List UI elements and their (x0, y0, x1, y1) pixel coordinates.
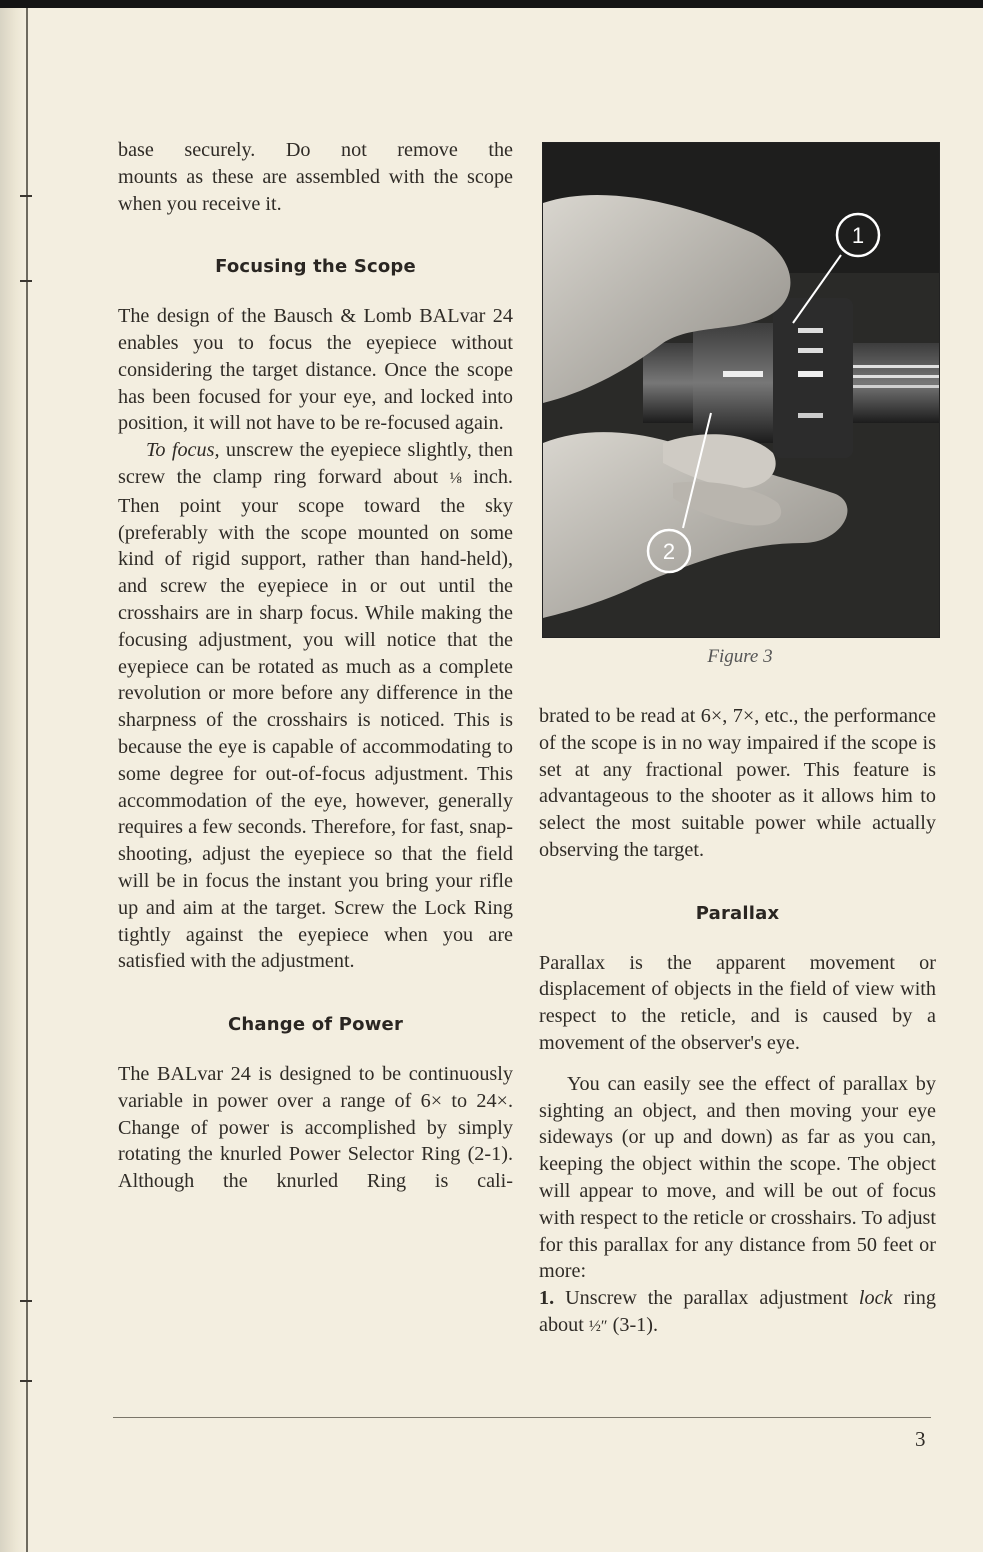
figure-caption: Figure 3 (707, 646, 773, 667)
binding-edge (26, 8, 28, 1552)
to-focus-lead: To focus, (146, 439, 220, 462)
binding-stitch (20, 1300, 32, 1302)
binding-stitch (20, 195, 32, 197)
callout-label-2: 2 (662, 539, 676, 564)
step-number: 1. (539, 1287, 555, 1310)
parallax-paragraph-2: You can easily see the effect of parallax by sighting an object, and then moving your eye sideways (or up and down) as far as you can, keeping the object within the scope. The object will appear to move, and will be out of focus with respect to the reticle or crosshairs. To adjust for this parallax for any distance from 50 feet or more: (539, 1072, 936, 1283)
left-column (118, 137, 513, 1195)
power-paragraph: The BALvar 24 is designed to be continuously variable in power over a range of 6× to 24×. Change of power is accomplished by simply rotating the knurled Power Selector Ring (2-1). Although the knurled Ring is cali- (118, 1062, 513, 1193)
parallax-paragraph-1: Parallax is the apparent movement or displacement of objects in the field of view with respect to the reticle, and is caused by a movement of the observer's eye. (539, 951, 936, 1054)
step-text-a: Unscrew the parallax adjustment (554, 1287, 859, 1310)
intro-paragraph: mounts as these are assembled with the scope when you receive it. (118, 165, 513, 215)
power-continuation: brated to be read at 6×, 7×, etc., the performance of the scope is in no way impaired if the scope is set at any fractional power. This feature is advantageous to the shooter as it allows him to select the most suitable power while actually observing the target. (539, 705, 936, 861)
figure-photo (542, 142, 940, 638)
step-lock-word: lock (858, 1287, 893, 1310)
fraction-eighth: ⅛ (449, 469, 462, 487)
binding-stitch (20, 280, 32, 282)
right-column (539, 703, 936, 1341)
binding-stitch (20, 1380, 32, 1382)
focusing-paragraph-1: The design of the Bausch & Lomb BALvar 24 enables you to focus the eyepiece without considering the target distance. Once the scope has been focused for your eye, and locked into position, it will not have to be re-focused again. (118, 305, 513, 435)
focusing-paragraph-2 (118, 437, 513, 975)
heading-parallax: Parallax (695, 902, 780, 924)
step-text-b: ring about (539, 1287, 936, 1336)
fraction-half: ½″ (588, 1317, 608, 1335)
scope-hands-photo (543, 143, 939, 637)
focusing-text-b: inch. Then point your scope toward the sky (preferably with the scope mounted on some kind of rigid support, rather than hand-held), and screw the eyepiece in or out until the crosshairs are in sharp focus. While making the focusing adjustment, you will notice that the eyepiece can be rotated as much as a complete revolution or more before any difference in the sharpness of the crosshairs is noticed. This is because the eye is capable of accommodating to some degree for out-of-focus adjustment. This accommodation of the eye, however, generally requires a few seconds. Therefore, for fast, snap-shooting, adjust the eyepiece so that the field will be in focus the instant you bring your rifle up and aim at the target. Screw the Lock Ring tightly against the eyepiece when you are satisfied with the adjustment. (118, 465, 513, 973)
page-gutter (0, 8, 26, 1552)
step-text-c: (3-1). (607, 1313, 659, 1336)
callout-label-1: 1 (851, 223, 865, 248)
intro-line: base securely. Do not remove the (118, 139, 513, 161)
focusing-text-a: unscrew the eyepiece slightly, then screw the clamp ring forward about (118, 439, 513, 488)
heading-focusing: Focusing the Scope (215, 256, 416, 278)
footer-rule (113, 1417, 931, 1418)
parallax-step-1 (539, 1285, 936, 1341)
top-edge (0, 0, 983, 8)
heading-change-of-power: Change of Power (227, 1014, 404, 1036)
page-number: 3 (915, 1427, 926, 1451)
